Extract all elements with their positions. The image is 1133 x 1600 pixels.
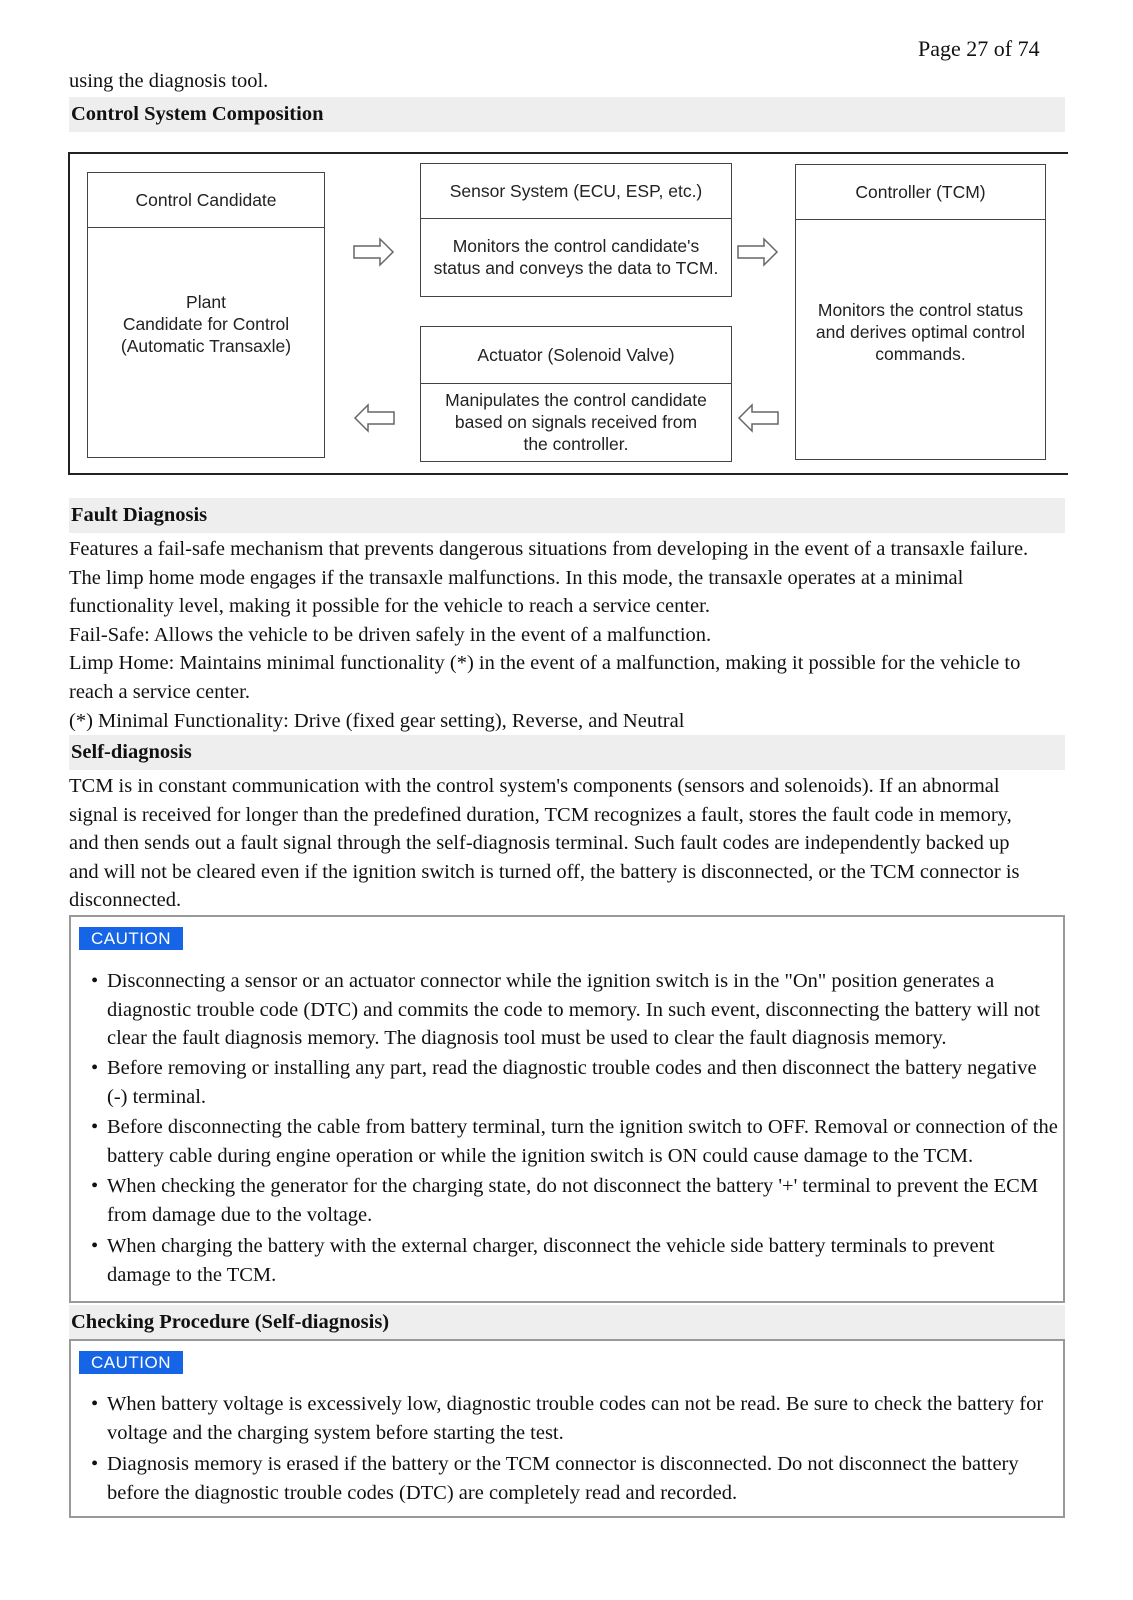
diagram-controller-head: Controller (TCM): [855, 182, 986, 202]
diagram-controller-body: Monitors the control status and derives optimal control commands.: [815, 300, 1026, 364]
diagram-sensor-body: Monitors the control candidate's status and conveys the data to TCM.: [433, 236, 719, 278]
self-diagnosis-text: [69, 772, 1069, 915]
list-item-text: Before disconnecting the cable from battery terminal, turn the ignition switch to OFF. Removal or connection of the battery cable during engine operation or while the ignition switch is ON could cause damage to the TCM.: [107, 1116, 1058, 1167]
list-item: [91, 1232, 1061, 1289]
list-item-text: Disconnecting a sensor or an actuator connector while the ignition switch is in the "On" position generates a diagnostic trouble code (DTC) and commits the code to memory. In such event, disconnecting the battery will not clear the fault diagnosis memory. The diagnosis tool must be used to clear the fault diagnosis memory.: [107, 970, 1040, 1050]
caution-box: [69, 1339, 1065, 1518]
arrow-left-icon: [353, 403, 395, 433]
text-line: reach a service center.: [69, 680, 250, 703]
diagram-candidate-head: Control Candidate: [135, 190, 277, 210]
bullet: •: [91, 1235, 99, 1257]
arrow-right-icon: [353, 237, 395, 267]
fault-diagnosis-text: [69, 535, 1069, 735]
list-item: [91, 1450, 1061, 1507]
list-item-text: Diagnosis memory is erased if the battery or the TCM connector is disconnected. Do not disconnect the battery before the diagnostic trouble codes (DTC) are completely read and recorded.: [107, 1453, 1019, 1504]
bullet: •: [91, 1453, 99, 1475]
bullet: •: [91, 970, 99, 992]
text-line: Limp Home: Maintains minimal functionality (*) in the event of a malfunction, making it possible for the vehicle to: [69, 652, 1021, 675]
list-item: [91, 1172, 1061, 1229]
text-line: Features a fail-safe mechanism that prevents dangerous situations from developing in the event of a transaxle failure.: [69, 538, 1029, 560]
text-line: Fail-Safe: Allows the vehicle to be driven safely in the event of a malfunction.: [69, 623, 712, 646]
text-line: The limp home mode engages if the transaxle malfunctions. In this mode, the transaxle operates at a minimal: [69, 566, 964, 589]
control-system-diagram: [68, 152, 1068, 475]
caution-badge: CAUTION: [79, 1351, 183, 1374]
list-item-text: When checking the generator for the charging state, do not disconnect the battery '+' terminal to prevent the ECM from damage due to the voltage.: [107, 1175, 1039, 1226]
list-item: [91, 1390, 1061, 1447]
text-line: functionality level, making it possible for the vehicle to reach a service center.: [69, 595, 710, 618]
section-heading-self-diagnosis: Self-diagnosis: [69, 735, 1065, 770]
list-item: [91, 1113, 1061, 1170]
diagram-actuator-head: Actuator (Solenoid Valve): [477, 345, 675, 365]
text-line: disconnected.: [69, 889, 182, 912]
bullet: •: [91, 1057, 99, 1079]
arrow-right-icon: [737, 237, 779, 267]
diagram-candidate-body: Plant Candidate for Control (Automatic Transaxle): [120, 292, 292, 356]
list-item-text: When battery voltage is excessively low, diagnostic trouble codes can not be read. Be sure to check the battery for voltage and the charging system before starting the test.: [107, 1393, 1044, 1444]
bullet: •: [91, 1393, 99, 1415]
text-line: and then sends out a fault signal through the self-diagnosis terminal. Such fault codes are independently backed up: [69, 832, 1010, 855]
diagram-box-actuator: [420, 326, 732, 462]
diagram-box-control-candidate: [87, 172, 325, 458]
page-number: Page 27 of 74: [918, 36, 1040, 61]
text-line: and will not be cleared even if the ignition switch is turned off, the battery is disconnected, or the TCM connector is: [69, 860, 1020, 883]
caution-badge: CAUTION: [79, 927, 183, 950]
diagram-sensor-head: Sensor System (ECU, ESP, etc.): [449, 181, 703, 201]
list-item-text: Before removing or installing any part, read the diagnostic trouble codes and then disconnect the battery negative (-) terminal.: [107, 1057, 1037, 1108]
list-item: [91, 1054, 1061, 1111]
text-line: TCM is in constant communication with the control system's components (sensors and solenoids). If an abnormal: [69, 775, 1000, 797]
diagram-box-sensor-system: [420, 163, 732, 297]
caution-box: [69, 915, 1065, 1303]
section-heading-control-system: Control System Composition: [69, 97, 1065, 132]
text-line: (*) Minimal Functionality: Drive (fixed gear setting), Reverse, and Neutral: [69, 709, 685, 732]
section-heading-fault-diagnosis: Fault Diagnosis: [69, 498, 1065, 533]
bullet: •: [91, 1175, 99, 1197]
bullet: •: [91, 1116, 99, 1138]
text-line: signal is received for longer than the predefined duration, TCM recognizes a fault, stores the fault code in memory,: [69, 803, 1012, 826]
list-item-text: When charging the battery with the external charger, disconnect the vehicle side battery terminals to prevent damage to the TCM.: [107, 1235, 995, 1286]
intro-line: using the diagnosis tool.: [69, 70, 269, 92]
list-item: [91, 967, 1061, 1053]
diagram-box-controller: [795, 164, 1046, 460]
section-heading-checking-procedure: Checking Procedure (Self-diagnosis): [69, 1305, 1065, 1340]
arrow-left-icon: [737, 403, 779, 433]
diagram-actuator-body: Manipulates the control candidate based on signals received from the controller.: [445, 390, 707, 454]
